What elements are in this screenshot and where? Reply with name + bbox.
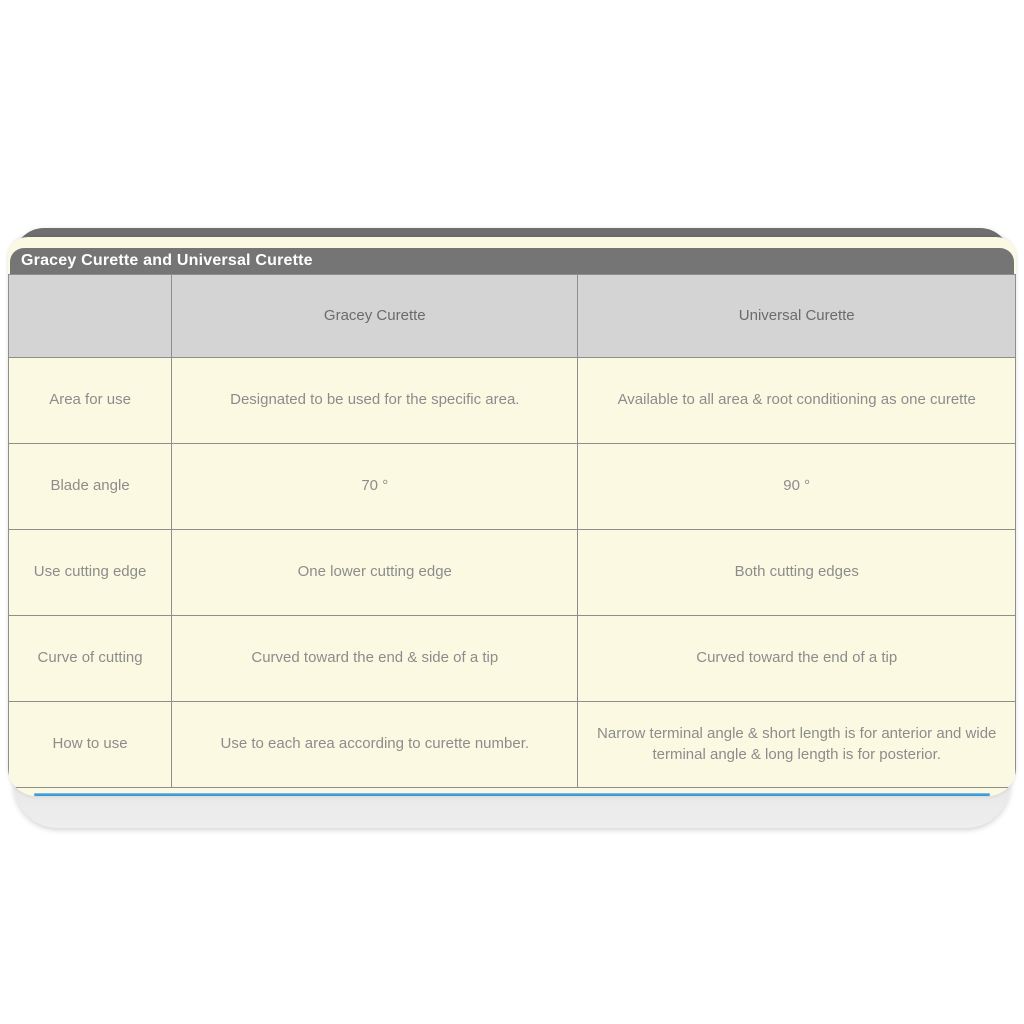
row-label: Area for use xyxy=(9,358,172,444)
row-label: Curve of cutting xyxy=(9,616,172,702)
header-cell-universal: Universal Curette xyxy=(578,275,1016,358)
gracey-cell: Use to each area according to curette number. xyxy=(172,702,578,788)
bottom-accent-line xyxy=(34,793,990,796)
comparison-card xyxy=(6,228,1018,828)
universal-cell: Narrow terminal angle & short length is for anterior and wide terminal angle & long length is for posterior. xyxy=(578,702,1016,788)
table-row xyxy=(9,702,1016,788)
row-label: Use cutting edge xyxy=(9,530,172,616)
table-row xyxy=(9,358,1016,444)
row-label: How to use xyxy=(9,702,172,788)
table-row xyxy=(9,616,1016,702)
gracey-cell: Curved toward the end & side of a tip xyxy=(172,616,578,702)
gracey-cell: 70 ° xyxy=(172,444,578,530)
comparison-table xyxy=(8,274,1016,788)
card-front-panel xyxy=(8,237,1016,796)
universal-cell: Both cutting edges xyxy=(578,530,1016,616)
table-row xyxy=(9,444,1016,530)
universal-cell: 90 ° xyxy=(578,444,1016,530)
universal-cell: Curved toward the end of a tip xyxy=(578,616,1016,702)
row-label: Blade angle xyxy=(9,444,172,530)
header-cell-empty xyxy=(9,275,172,358)
header-cell-gracey: Gracey Curette xyxy=(172,275,578,358)
table-header-row xyxy=(9,275,1016,358)
gracey-cell: Designated to be used for the specific area. xyxy=(172,358,578,444)
table-row xyxy=(9,530,1016,616)
universal-cell: Available to all area & root conditioning as one curette xyxy=(578,358,1016,444)
card-title: Gracey Curette and Universal Curette xyxy=(10,248,1014,274)
gracey-cell: One lower cutting edge xyxy=(172,530,578,616)
